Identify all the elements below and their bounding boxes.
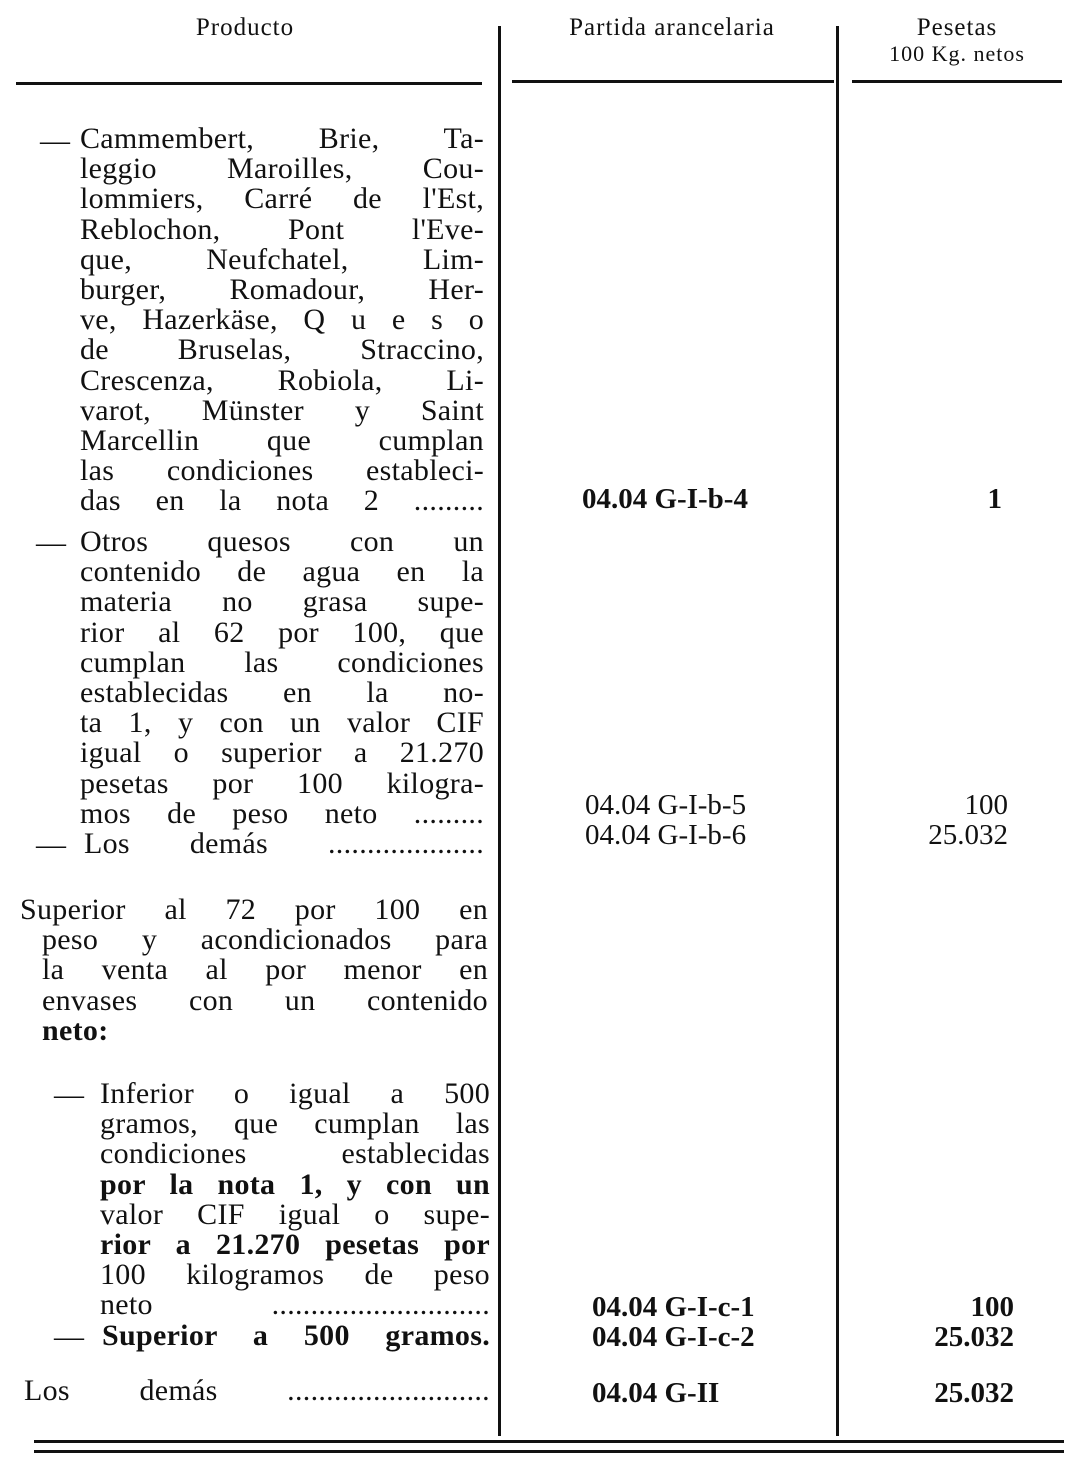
row3-value: 25.032 <box>928 819 1008 851</box>
row1-line: leggio Maroilles, Cou- <box>80 152 484 186</box>
row1-value: 1 <box>987 483 1002 515</box>
row1-product-text <box>80 124 484 517</box>
row4-line: valor CIF igual o supe- <box>100 1197 490 1231</box>
row1-line: que, Neufchatel, Lim- <box>80 242 484 276</box>
row2-line: mos de peso neto ......... <box>80 796 484 830</box>
row1-line: burger, Romadour, Her- <box>80 273 484 307</box>
section2-text <box>20 895 488 1046</box>
row4-line: Inferior o igual a 500 <box>100 1077 490 1110</box>
row4-line: rior a 21.270 pesetas por <box>100 1228 490 1262</box>
row3-line: Los demás .................... <box>84 827 484 860</box>
section2-line: envases con un contenido <box>42 983 488 1017</box>
row4-line: gramos, que cumplan las <box>100 1107 490 1141</box>
row2-code: 04.04 G-I-b-5 <box>585 789 747 821</box>
header-pesetas <box>852 14 1062 66</box>
row1-line: lommiers, Carré de l'Est, <box>80 182 484 216</box>
column-divider-left <box>498 26 501 1436</box>
row4-product-text <box>100 1079 490 1321</box>
row2-value: 100 <box>964 789 1008 821</box>
section2-line: neto: <box>42 1013 109 1047</box>
row1-code: 04.04 G-I-b-4 <box>582 483 748 515</box>
row2-product-text <box>80 527 484 829</box>
row4-line: 100 kilogramos de peso <box>100 1258 490 1292</box>
row4-line: neto ............................ <box>100 1288 490 1322</box>
row5-line: Superior a 500 gramos. <box>102 1319 490 1352</box>
row1-line: ve, Hazerkäse, Q u e s o <box>80 303 484 337</box>
row2-line: pesetas por 100 kilogra- <box>80 766 484 800</box>
header-pesetas-line2: 100 Kg. netos <box>889 41 1025 66</box>
header-rule-product <box>16 82 482 85</box>
row1-line: varot, Münster y Saint <box>80 393 484 427</box>
row1-dash: — <box>40 124 70 157</box>
row2-line: cumplan las condiciones <box>80 645 484 679</box>
last-row-code: 04.04 G-II <box>592 1377 720 1409</box>
row2-line: establecidas en la no- <box>80 676 484 710</box>
header-partida-arancelaria: Partida arancelaria <box>569 14 775 41</box>
row2-line: materia no grasa supe- <box>80 585 484 619</box>
row1-line: das en la nota 2 ......... <box>80 484 484 518</box>
row4-value: 100 <box>970 1291 1014 1323</box>
row1-line: Cammembert, Brie, Ta- <box>80 122 484 155</box>
row1-line: Reblochon, Pont l'Eve- <box>80 212 484 246</box>
row5-dash: — <box>54 1320 84 1353</box>
header-rule-pesetas <box>852 80 1062 83</box>
last-row-value: 25.032 <box>934 1377 1014 1409</box>
header-pesetas-line1: Pesetas <box>916 14 998 41</box>
row1-line: las condiciones estableci- <box>80 454 484 488</box>
row3-dash: — <box>36 828 66 861</box>
bottom-rule-lower <box>34 1450 1064 1453</box>
header-producto: Producto <box>195 14 295 41</box>
row1-line: Marcellin que cumplan <box>80 424 484 458</box>
row4-line: por la nota 1, y con un <box>100 1167 490 1201</box>
row2-line: rior al 62 por 100, que <box>80 615 484 649</box>
row3-product-text <box>84 829 484 859</box>
row5-value: 25.032 <box>934 1321 1014 1353</box>
row5-product-text <box>102 1321 490 1351</box>
row2-line: contenido de agua en la <box>80 555 484 589</box>
last-row-line: Los demás .......................... <box>24 1374 490 1407</box>
bottom-rule-upper <box>34 1440 1064 1443</box>
row2-line: ta 1, y con un valor CIF <box>80 706 484 740</box>
row4-code: 04.04 G-I-c-1 <box>592 1291 755 1323</box>
row5-code: 04.04 G-I-c-2 <box>592 1321 755 1353</box>
row2-line: igual o superior a 21.270 <box>80 736 484 770</box>
header-rule-partida <box>512 80 834 83</box>
row1-line: de Bruselas, Straccino, <box>80 333 484 367</box>
column-divider-right <box>836 26 839 1436</box>
section2-line: Superior al 72 por 100 en <box>20 893 488 926</box>
row3-code: 04.04 G-I-b-6 <box>585 819 747 851</box>
section2-line: la venta al por menor en <box>42 953 488 987</box>
row2-dash: — <box>36 526 66 559</box>
row1-line: Crescenza, Robiola, Li- <box>80 363 484 397</box>
row4-line: condiciones establecidas <box>100 1137 490 1171</box>
row4-dash: — <box>54 1078 84 1111</box>
section2-line: peso y acondicionados para <box>42 923 488 957</box>
row2-line: Otros quesos con un <box>80 525 484 558</box>
last-row-label <box>24 1376 490 1406</box>
